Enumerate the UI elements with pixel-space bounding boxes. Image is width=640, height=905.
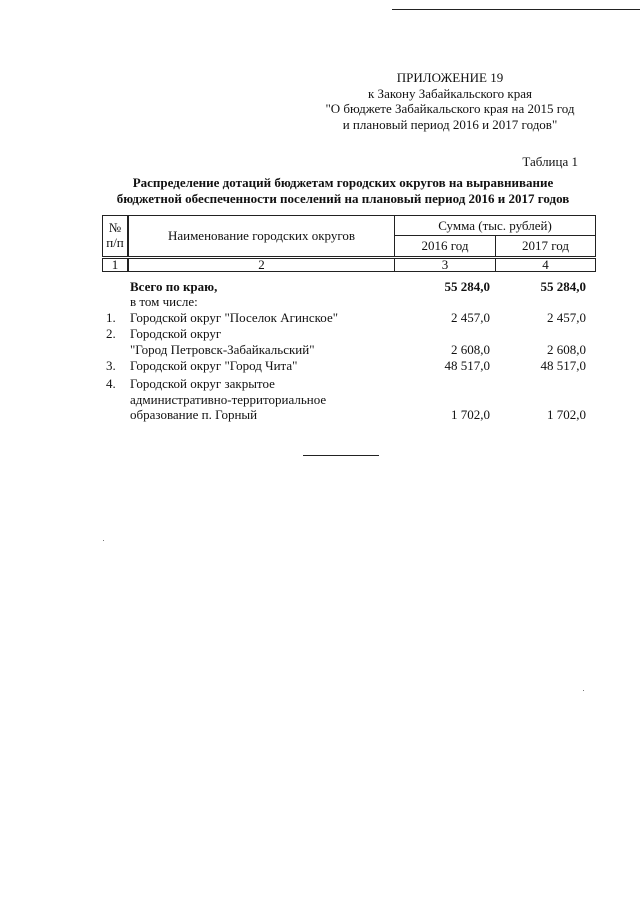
header-name: Наименование городских округов — [128, 215, 395, 257]
header-sum: Сумма (тыс. рублей) — [394, 215, 596, 236]
document-title — [88, 175, 598, 207]
appendix-title: ПРИЛОЖЕНИЕ 19 — [396, 70, 504, 85]
row-name-line: административно-территориальное — [130, 391, 327, 407]
end-rule — [303, 455, 379, 456]
row-2016: 1 702,0 — [451, 407, 490, 422]
row-number: 4. — [106, 376, 116, 391]
appendix-line: "О бюджете Забайкальского края на 2015 год — [325, 101, 575, 116]
row-2017: 1 702,0 — [547, 407, 586, 422]
appendix-line: и плановый период 2016 и 2017 годов" — [342, 116, 558, 132]
row-2016: 48 517,0 — [444, 358, 490, 373]
total-2016: 55 284,0 — [444, 279, 490, 294]
row-name-line: "Город Петровск-Забайкальский" — [130, 341, 315, 357]
row-name-line: Городской округ "Город Чита" — [130, 358, 298, 373]
row-name — [130, 326, 392, 357]
row-2017: 2 608,0 — [547, 341, 586, 357]
row-name-line: образование п. Горный — [130, 407, 258, 422]
scan-speck — [103, 540, 104, 541]
header-2016: 2016 год — [394, 235, 496, 257]
total-2017: 55 284,0 — [540, 279, 586, 294]
row-number: 1. — [106, 310, 116, 325]
row-name — [130, 310, 392, 326]
row-2016: 2 608,0 — [451, 341, 490, 357]
column-index: 1 — [102, 258, 128, 272]
table-label: Таблица 1 — [522, 154, 578, 169]
column-index: 3 — [394, 258, 496, 272]
title-line: Распределение дотаций бюджетам городских округов на выравнивание — [132, 175, 554, 190]
row-number: 2. — [106, 326, 116, 341]
header-number — [102, 215, 128, 257]
header-2017: 2017 год — [495, 235, 596, 257]
row-2016: 2 457,0 — [451, 310, 490, 325]
row-name-line: Городской округ закрытое — [130, 376, 275, 391]
total-label: Всего по краю, — [130, 279, 218, 294]
header-number-abbr: п/п — [106, 235, 124, 250]
appendix-line: к Закону Забайкальского края — [367, 85, 532, 101]
including-label: в том числе: — [130, 294, 198, 309]
top-rule — [392, 9, 640, 10]
scan-speck — [583, 690, 584, 691]
row-2017: 2 457,0 — [547, 310, 586, 325]
title-line: бюджетной обеспеченности поселений на плановый период 2016 и 2017 годов — [116, 191, 570, 206]
appendix-block — [318, 70, 582, 132]
column-index: 4 — [495, 258, 596, 272]
row-name-line: Городской округ — [130, 326, 222, 341]
column-index: 2 — [128, 258, 395, 272]
row-name-line: Городской округ "Поселок Агинское" — [130, 310, 339, 325]
row-name — [130, 376, 392, 423]
header-number-symbol: № — [108, 220, 122, 235]
row-number: 3. — [106, 358, 116, 373]
table-header — [102, 215, 596, 272]
row-name — [130, 358, 392, 374]
row-2017: 48 517,0 — [540, 358, 586, 373]
